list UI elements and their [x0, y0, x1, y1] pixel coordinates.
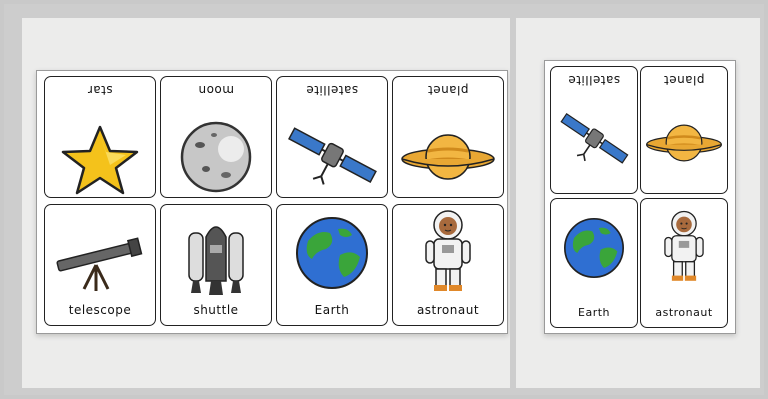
- star-icon: [45, 125, 155, 195]
- satellite-icon: [277, 121, 387, 191]
- card-satellite: [276, 76, 388, 198]
- card-label: moon: [198, 83, 234, 97]
- card-earth: [276, 204, 388, 326]
- card-satellite: [550, 66, 638, 194]
- photo-folded-flipbook: [516, 18, 760, 388]
- card-earth: [550, 198, 638, 328]
- card-label: satellite: [567, 73, 621, 87]
- card-label: Earth: [578, 306, 610, 319]
- card-label: planet: [663, 73, 705, 87]
- satellite-icon: [551, 107, 637, 171]
- card-moon: [160, 76, 272, 198]
- card-star: [44, 76, 156, 198]
- earth-icon: [551, 215, 637, 281]
- card-label: astronaut: [416, 303, 480, 317]
- card-label: star: [87, 83, 113, 97]
- astronaut-icon: [393, 209, 503, 295]
- image-frame: [4, 4, 764, 395]
- card-astronaut: [392, 204, 504, 326]
- telescope-icon: [45, 231, 155, 293]
- moon-icon: [161, 119, 271, 195]
- card-label: shuttle: [193, 303, 239, 317]
- earth-icon: [277, 215, 387, 291]
- planet-icon: [641, 119, 727, 167]
- card-label: telescope: [68, 303, 132, 317]
- card-planet: [640, 66, 728, 194]
- astronaut-icon: [641, 209, 727, 285]
- card-label: astronaut: [655, 306, 713, 319]
- card-shuttle: [160, 204, 272, 326]
- shuttle-icon: [161, 215, 271, 297]
- card-label: planet: [427, 83, 469, 97]
- card-telescope: [44, 204, 156, 326]
- photo-full-flipbook: [22, 18, 510, 388]
- card-astronaut: [640, 198, 728, 328]
- planet-icon: [393, 129, 503, 185]
- card-label: satellite: [305, 83, 359, 97]
- card-planet: [392, 76, 504, 198]
- card-label: Earth: [314, 303, 350, 317]
